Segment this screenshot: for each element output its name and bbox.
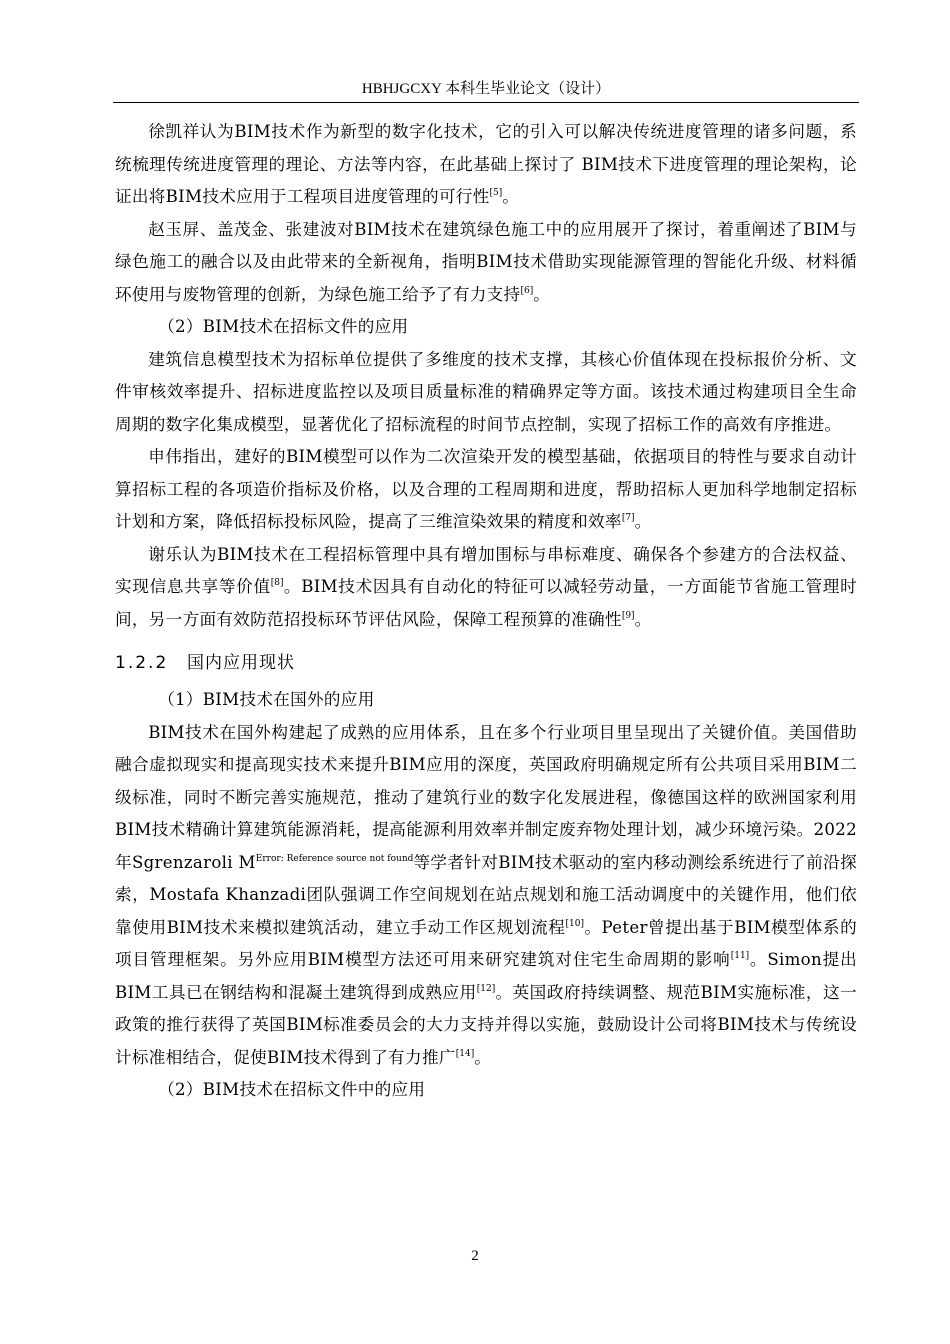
reference-error: Error: Reference source not found bbox=[255, 853, 414, 864]
paragraph-shen-wei: 申伟指出，建好的BIM模型可以作为二次渲染开发的模型基础，依据项目的特性与要求自动计算招标工程的各项造价指标及价格，以及合理的工程周期和进度，帮助招标人更加科学地制定招标计划和方案，降低招标投标风险，提高了三维渲染效果的精度和效率[7]。 bbox=[115, 447, 857, 531]
section-heading bbox=[115, 650, 857, 676]
citation-ref[interactable]: [5] bbox=[489, 188, 503, 198]
subheading-foreign-application: （1）BIM技术在国外的应用 bbox=[158, 690, 375, 709]
header-rule bbox=[113, 102, 859, 103]
section-title: 国内应用现状 bbox=[187, 653, 295, 673]
page-body bbox=[115, 116, 857, 1107]
paragraph-xu-kaixiang: 徐凯祥认为BIM技术作为新型的数字化技术，它的引入可以解决传统进度管理的诸多问题，系统梳理传统进度管理的理论、方法等内容，在此基础上探讨了 BIM技术下进度管理的理论架构，论证出将BIM技术应用于工程项目进度管理的可行性[5]。 bbox=[115, 122, 857, 206]
citation-ref[interactable]: [12] bbox=[476, 983, 496, 994]
paragraph-bim-bidding: 建筑信息模型技术为招标单位提供了多维度的技术支撑，其核心价值体现在投标报价分析、文件审核效率提升、招标进度监控以及项目质量标准的精确界定等方面。该技术通过构建项目全生命周期的数字化集成模型，显著优化了招标流程的时间节点控制，实现了招标工作的高效有序推进。 bbox=[115, 349, 857, 434]
citation-ref[interactable]: [11] bbox=[730, 951, 750, 961]
citation-ref[interactable]: [7] bbox=[621, 513, 635, 523]
paragraph-xie-le: 谢乐认为BIM技术在工程招标管理中具有增加围标与串标难度、确保各个参建方的合法权益、实现信息共享等价值[8]。BIM技术因具有自动化的特征可以减轻劳动量，一方面能节省施工管理时间，另一方面有效防范招投标环节评估风险，保障工程预算的准确性[9]。 bbox=[115, 544, 858, 629]
subheading-bidding-docs: （2）BIM技术在招标文件的应用 bbox=[158, 317, 409, 336]
citation-ref[interactable]: [6] bbox=[520, 285, 534, 296]
subheading-bidding-docs-2: （2）BIM技术在招标文件中的应用 bbox=[158, 1080, 426, 1099]
citation-ref[interactable]: [9] bbox=[621, 610, 635, 621]
paragraph-bim-abroad: BIM技术在国外构建起了成熟的应用体系，且在多个行业项目里呈现出了关键价值。美国借助融合虚拟现实和提高现实技术来提升BIM应用的深度，英国政府明确规定所有公共项目采用BIM二级标准，同时不断完善实施规范，推动了建筑行业的数字化发展进程，像德国这样的欧洲国家利用BIM技术精确计算建筑能源消耗，提高能源利用效率并制定废弃物处理计划，减少环境污染。2022年Sgrenzaroli $M^{Error: Reference source not found}$等学者针对BIM技术驱动的室内移动测绘系统进行了前沿探索，Mostafa Khanzadi团队强调工作空间规划在站点规划和施工活动调度中的关键作用，他们依靠使用BIM技术来模拟建筑活动，建立手动工作区规划流程[10]。Peter曾提出基于BIM模型体系的项目管理框架。另外应用BIM模型方法还可用来研究建筑对住宅生命周期的影响[11]。Simon提出BIM工具已在钢结构和混凝土建筑得到成熟应用[12]。英国政府持续调整、规范BIM实施标准，这一政策的推行获得了英国BIM标准委员会的大力支持并得以实施，鼓励设计公司将BIM技术与传统设计标准相结合，促使BIM技术得到了有力推广[14]。 bbox=[115, 722, 858, 1067]
section-number: 1.2.2 bbox=[115, 653, 169, 673]
citation-ref[interactable]: [14] bbox=[455, 1048, 475, 1059]
paragraph-zhao-yuping: 赵玉屏、盖茂金、张建波对BIM技术在建筑绿色施工中的应用展开了探讨，着重阐述了BIM与绿色施工的融合以及由此带来的全新视角，指明BIM技术借助实现能源管理的智能化升级、材料循环使用与废物管理的创新，为绿色施工给予了有力支持[6]。 bbox=[115, 219, 857, 304]
page-number: 2 bbox=[471, 1248, 479, 1264]
citation-ref[interactable]: [8] bbox=[270, 578, 284, 588]
citation-ref[interactable]: [10] bbox=[565, 918, 584, 929]
running-header: HBHJGCXY 本科生毕业论文（设计） bbox=[361, 81, 611, 97]
